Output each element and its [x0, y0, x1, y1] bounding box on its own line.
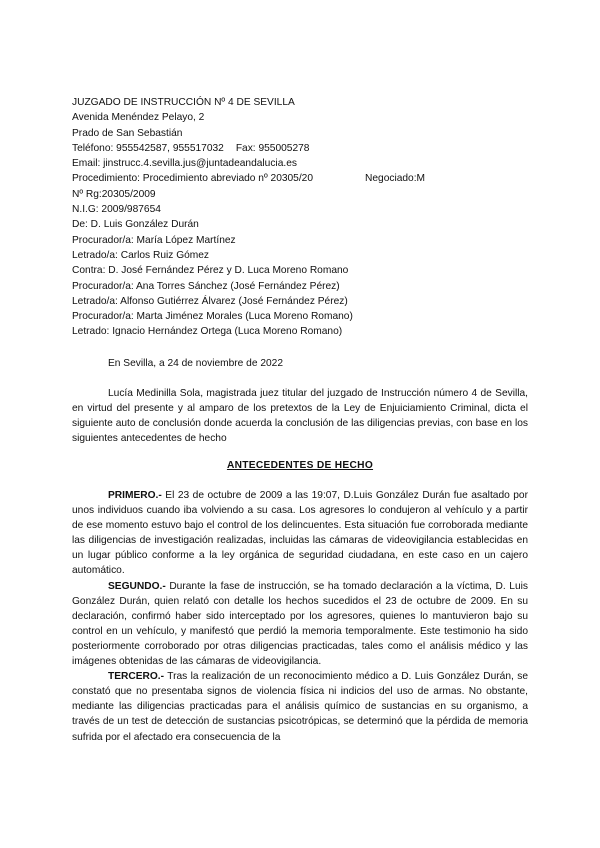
plaintiff: De: D. Luis González Durán — [72, 219, 199, 231]
intro-paragraph: Lucía Medinilla Sola, magistrada juez titular del juzgado de Instrucción número 4 de Sevilla, en virtud del presente y al amparo de los pretextos de la Ley de Enjuiciamiento Criminal, dicta el siguiente auto de conclusión donde acuerda la conclusión de las diligencias previas, con base en los siguientes antecedentes de hecho — [72, 388, 528, 444]
procedure-number: Procedimiento: Procedimiento abreviado nº 20305/20 — [72, 173, 314, 185]
court-email: Email: jinstrucc.4.sevilla.jus@juntadeandalucia.es — [72, 158, 297, 170]
paragraph-lead: TERCERO.- — [108, 671, 165, 683]
court-name: JUZGADO DE INSTRUCCIÓN Nº 4 DE SEVILLA — [72, 97, 295, 108]
defendant-letrado-1: Letrado/a: Alfonso Gutiérrez Álvarez (José Fernández Pérez) — [72, 295, 348, 307]
court-address-line-1: Avenida Menéndez Pelayo, 2 — [72, 112, 205, 124]
paragraph-lead: PRIMERO.- — [108, 490, 162, 501]
negociado: Negociado:M — [365, 173, 426, 185]
defendants: Contra: D. José Fernández Pérez y D. Luca Moreno Romano — [72, 265, 349, 277]
court-phone: Teléfono: 955542587, 955517032 — [72, 142, 224, 154]
paragraph-tercero — [72, 669, 528, 744]
paragraph-text: Tras la realización de un reconocimiento médico a D. Luis González Durán, se constató que no presentaba signos de violencia física ni indicios del uso de armas. No obstante, mediante las diligencias practicadas para el análisis químico de sustancias en su organismo, a través de un test de detección de sustancias psicotrópicas, se determinó que la pérdida de memoria sufrida por el afectado era consecuencia de la — [72, 671, 528, 743]
contact-line — [72, 141, 532, 156]
section-title: ANTECEDENTES DE HECHO — [226, 460, 374, 471]
procedure-line — [72, 171, 532, 186]
nig-number: N.I.G: 2009/987654 — [72, 204, 161, 216]
paragraph-lead: SEGUNDO.- — [108, 580, 166, 592]
court-fax: Fax: 955005278 — [235, 142, 310, 154]
court-address-line-2: Prado de San Sebastián — [72, 127, 183, 139]
plaintiff-procurador: Procurador/a: María López Martínez — [72, 234, 236, 246]
date-line: En Sevilla, a 24 de noviembre de 2022 — [108, 358, 284, 369]
defendant-procurador-2: Procurador/a: Marta Jiménez Morales (Luca Moreno Romano) — [72, 311, 353, 323]
paragraph-segundo — [72, 579, 528, 670]
paragraph-text: Durante la fase de instrucción, se ha tomado declaración a la víctima, D. Luis González Durán, quien relató con detalle los hechos sucedidos el 23 de octubre de 2009. En su declaración, confirmó haber sido interceptado por los agresores, quienes lo mantuvieron bajo su control en un vehículo, y manifestó que perdió la memoria temporalmente. Este testimonio ha sido posteriormente corroborado por otras diligencias practicadas, tales como el análisis médico y las imágenes obtenidas de las cámaras de videovigilancia. — [72, 580, 528, 668]
registry-number: Nº Rg:20305/2009 — [72, 188, 156, 200]
plaintiff-letrado: Letrado/a: Carlos Ruiz Gómez — [72, 249, 210, 261]
case-header — [72, 95, 532, 340]
paragraph-text: El 23 de octubre de 2009 a las 19:07, D.Luis González Durán fue asaltado por unos individuos cuando iba volviendo a su casa. Los agresores lo condujeron al vehículo y a partir de ese momento estuvo bajo el control de los delincuentes. Esta situación fue corroborada mediante las diligencias de investigación realizadas, incluidas las cámaras de videovigilancia establecidas en un lugar público conforme a la ley orgánica de seguridad ciudadana, en este caso en un cajero automático. — [72, 490, 528, 577]
defendant-letrado-2: Letrado: Ignacio Hernández Ortega (Luca Moreno Romano) — [72, 326, 343, 338]
defendant-procurador-1: Procurador/a: Ana Torres Sánchez (José Fernández Pérez) — [72, 280, 340, 292]
paragraph-primero — [72, 488, 528, 579]
antecedentes-body — [72, 488, 528, 745]
